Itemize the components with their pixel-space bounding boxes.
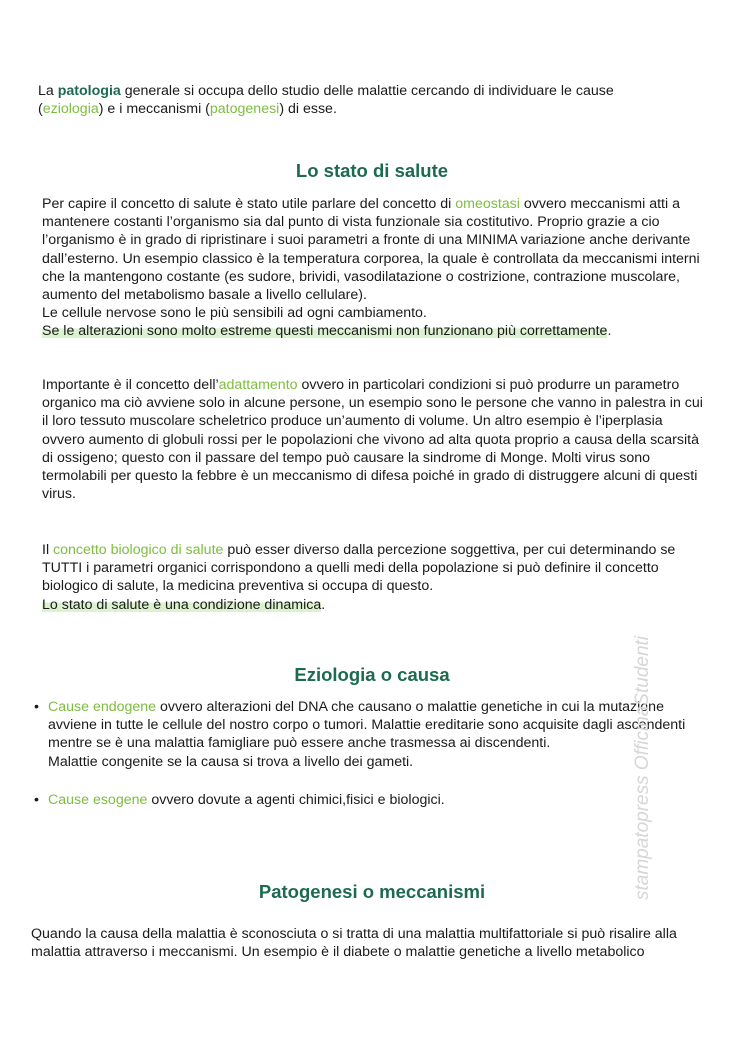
intro-text: generale si occupa dello studio delle malattie cercando di individuare le cause ( [38,83,614,118]
paragraph-text: può esser diverso dalla percezione soggettiva, per cui determinando se TUTTI i parametri organici corrispondono a quelli medi della popolazione si può definire il concetto biologico di salute, la medicina preventiva si occupa di questo. [42,542,676,595]
paragraph-text: ovvero meccanismi atti a mantenere costanti l’organismo sia dal punto di vista funzionale sia costitutivo. Proprio grazie a cio l’organismo è in grado di ripristinare i suoi parametri a fronte di una MINIMA variazione anche derivante dall’esterno. Un esempio classico è la temperatura corporea, la quale è controllata da meccanismi interni che la mantengono costante (es sudore, brividi, vasodilatazione o costrizione, contrazione muscolare, aumento del metabolismo basale a livello cellulare). [42,196,700,304]
term-adattamento: adattamento [218,377,298,393]
term-omeostasi: omeostasi [455,196,520,212]
paragraph-text: . [321,596,326,613]
list-item [34,698,690,771]
list-text: ovvero dovute a agenti chimici,fisici e biologici. [147,791,445,808]
heading-stato-di-salute: Lo stato di salute [295,160,449,181]
heading-patogenesi: Patogenesi o meccanismi [258,881,486,902]
bullet-icon: • [34,699,39,715]
intro-text: La [38,83,58,99]
highlighted-sentence: Lo stato di salute è una condizione dinamica [42,596,322,613]
paragraph-text: ovvero in particolari condizioni si può produrre un parametro organico ma ciò avviene solo in alcune persone, un esempio sono le persone che vanno in palestra in cui il loro tessuto muscolare scheletrico produce un’aumento di volume. Un altro esempio è l’iperplasia ovvero aumento di globuli rossi per le popolazioni che vivono ad alta quota proprio a causa della scarsità di ossigeno; questo con il passare del tempo può causare la sindrome di Monge. Molti virus sono termolabili per questo la febbre è un meccanismo di difesa poiché in grado di distruggere alcuni di questi virus. [42,377,703,503]
paragraph-concetto-biologico [42,541,714,614]
bullet-icon: • [34,791,39,808]
intro-text: ) di esse. [279,101,337,118]
paragraph-text: Per capire il concetto di salute è stato utile parlare del concetto di [42,196,456,212]
intro-paragraph [38,82,678,118]
term-patologia: patologia [57,83,121,99]
watermark: stampatopress OfficinaStudenti [632,635,653,900]
term-cause-endogene: Cause endogene [48,699,157,715]
cause-list [34,698,690,809]
list-text: Malattie congenite se la causa si trova a livello dei gameti. [48,753,414,770]
intro-text: ) e i meccanismi ( [98,101,210,118]
paragraph-text: . [607,323,612,340]
term-patogenesi: patogenesi [209,101,280,118]
paragraph-text: Importante è il concetto dell’ [42,377,219,393]
highlighted-sentence: Se le alterazioni sono molto estreme questi meccanismi non funzionano più correttamente [42,323,608,340]
paragraph-text: Il [42,542,54,558]
term-eziologia: eziologia [42,101,99,118]
term-concetto-biologico: concetto biologico di salute [53,542,224,558]
term-cause-esogene: Cause esogene [48,791,148,808]
list-item [34,791,688,809]
heading-eziologia: Eziologia o causa [294,664,450,685]
paragraph-patogenesi: Quando la causa della malattia è sconosciuta o si tratta di una malattia multifattoriale si può risalire alla malattia attraverso i meccanismi. Un esempio è il diabete o malattie genetiche a livello metabolico [31,926,677,961]
paragraph-text: Le cellule nervose sono le più sensibili ad ogni cambiamento. [42,305,427,322]
paragraph-omeostasi [42,195,708,341]
list-text: ovvero alterazioni del DNA che causano o malattie genetiche in cui la mutazione avviene in tutte le cellule del nostro corpo o tumori. Malattie ereditarie sono acquisite dagli ascendenti mentre se è una malattia famigliare può essere anche trasmessa ai discendenti. [48,699,690,752]
paragraph-adattamento [42,376,708,503]
